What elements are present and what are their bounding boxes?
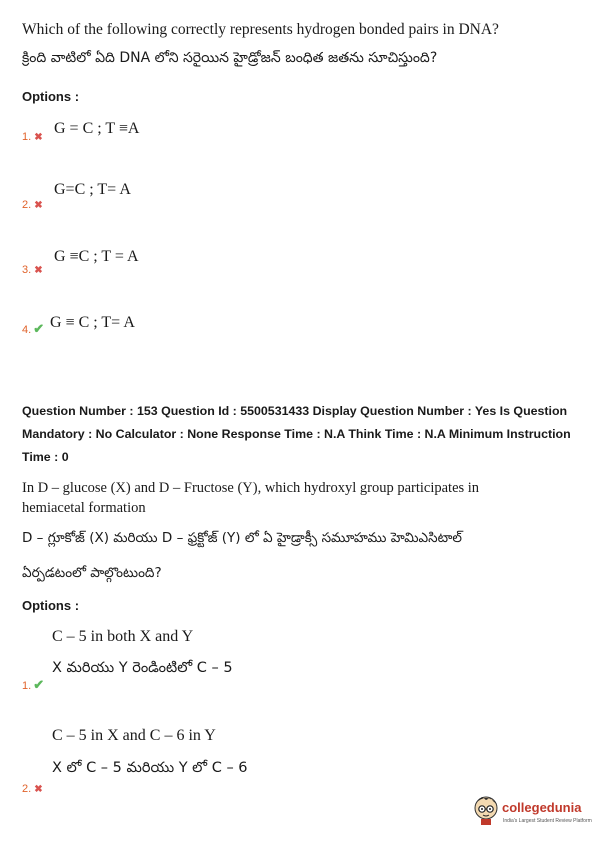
q2-option-2-text-te: X లో C – 5 మరియు Y లో C – 6 — [52, 760, 248, 776]
mascot-icon — [472, 794, 500, 826]
logo-name: collegedunia — [502, 800, 582, 815]
option-4-number: 4. ✔ — [22, 321, 45, 336]
collegedunia-logo — [472, 794, 592, 830]
options-label-2: Options : — [22, 598, 80, 613]
meta-line-2: Mandatory : No Calculator : None Response Time : N.A Think Time : N.A Minimum Instruction — [22, 427, 571, 441]
logo-tagline: India's Largest Student Review Platform — [503, 818, 592, 824]
meta-line-1: Question Number : 153 Question Id : 5500531433 Display Question Number : Yes Is Question — [22, 404, 568, 418]
question-2-text-te-2: ఏర్పడటంలో పాల్గొంటుంది? — [22, 565, 162, 581]
question-2-text-en: In D – glucose (X) and D – Fructose (Y), which hydroxyl group participates in hemiacetal formation — [22, 480, 480, 516]
correct-check-icon: ✔ — [33, 321, 45, 336]
question-text-en: Which of the following correctly represents hydrogen bonded pairs in DNA? — [22, 21, 499, 38]
q2-option-1-number: 1. ✔ — [22, 677, 45, 692]
option-2-text: G=C ; T= A — [54, 181, 131, 198]
q2-option-2-number: 2. ✖ — [22, 783, 43, 795]
question-2-text-te-1: D – గ్లూకోజ్ (X) మరియు D – ఫ్రక్టోజ్ (Y) లో ఏ హైడ్రాక్సీ సమూహము హెమిఎసిటాల్ — [22, 530, 462, 546]
question-meta — [22, 400, 582, 469]
option-1-text: G = C ; T ≡A — [54, 120, 140, 137]
wrong-mark-icon: ✖ — [34, 200, 43, 211]
options-label: Options : — [22, 89, 80, 104]
q2-option-2-text-en: C – 5 in X and C – 6 in Y — [52, 727, 216, 744]
question-text-te: క్రింది వాటిలో ఏది DNA లోని సరైయిన హైడ్రోజన్ బంధిత జతను సూచిస్తుంది? — [22, 50, 438, 66]
correct-check-icon: ✔ — [33, 677, 45, 692]
q2-option-1-text-te: X మరియు Y రెండింటిలో C – 5 — [52, 660, 233, 676]
meta-line-3: Time : 0 — [22, 450, 69, 464]
wrong-mark-icon: ✖ — [34, 265, 43, 276]
option-3-number: 3. ✖ — [22, 264, 43, 276]
wrong-mark-icon: ✖ — [34, 784, 43, 795]
option-4-text: G ≡ C ; T= A — [50, 314, 135, 331]
option-2-number: 2. ✖ — [22, 199, 43, 211]
option-1-number: 1. ✖ — [22, 131, 43, 143]
option-3-text: G ≡C ; T = A — [54, 248, 139, 265]
wrong-mark-icon: ✖ — [34, 132, 43, 143]
q2-option-1-text-en: C – 5 in both X and Y — [52, 628, 194, 645]
